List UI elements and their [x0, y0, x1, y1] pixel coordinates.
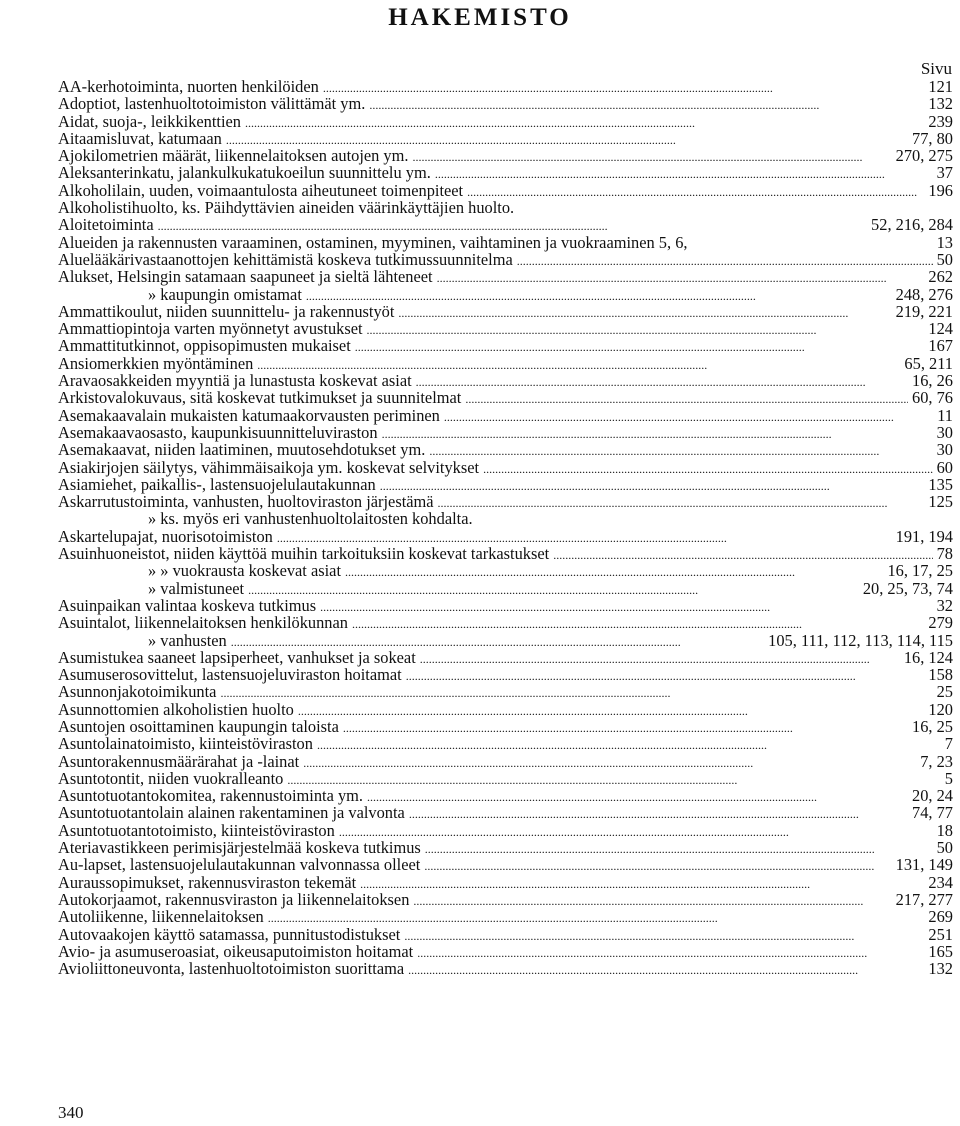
entry-pages: 262 — [928, 267, 953, 287]
entry-pages: 196 — [928, 180, 953, 200]
entry-text: » vanhusten — [148, 630, 227, 650]
entry-text: Alkoholistihuolto, ks. Päihdyttävien aineiden väärinkäyttäjien huolto. — [58, 198, 515, 218]
entry-text: Asiamiehet, paikallis-, lastensuojelulautakunnan — [58, 474, 376, 494]
index-entry — [58, 424, 953, 441]
entry-pages: 5 — [944, 768, 953, 788]
entry-text: Ammattitutkinnot, oppisopimusten mukaiset — [58, 336, 351, 356]
entry-pages: 37 — [936, 163, 953, 183]
index-entry — [58, 580, 953, 597]
entry-text: » kaupungin omistamat — [148, 284, 302, 304]
entry-text: Asumistukea saaneet lapsiperheet, vanhukset ja sokeat — [58, 647, 416, 667]
entry-pages: 234 — [928, 872, 953, 892]
entry-pages: 11 — [937, 405, 953, 425]
entry-pages: 132 — [928, 959, 953, 979]
entry-pages: 279 — [928, 613, 953, 633]
index-entry — [58, 562, 953, 579]
index-entry — [58, 943, 953, 960]
leader-dots — [467, 182, 924, 201]
entry-pages: 50 — [936, 249, 953, 269]
index-entry — [58, 597, 953, 614]
entry-pages: 60, 76 — [912, 388, 953, 408]
entry-text: » valmistuneet — [148, 578, 245, 598]
entry-text: Asuntojen osoittaminen kaupungin taloista — [58, 716, 339, 736]
entry-pages: 248, 276 — [895, 284, 953, 304]
entry-text: Ateriavastikkeen perimisjärjestelmää koskeva tutkimus — [58, 838, 421, 858]
entry-text: Autovaakojen käyttö satamassa, punnitustodistukset — [58, 924, 401, 944]
entry-text: Alkoholilain, uuden, voimaantulosta aiheutuneet toimenpiteet — [58, 180, 464, 200]
index-entry — [58, 459, 953, 476]
index-entry — [58, 147, 953, 164]
index-entry — [58, 130, 953, 147]
index-entry — [58, 268, 953, 285]
entry-pages: 16, 26 — [912, 371, 953, 391]
page-title: HAKEMISTO — [388, 4, 572, 31]
entry-text: Asuntotuotantokomitea, rakennustoiminta ym. — [58, 786, 364, 806]
entry-pages: 25 — [936, 682, 953, 702]
index-entry — [58, 891, 953, 908]
entry-pages: 132 — [928, 94, 953, 114]
entry-text: Asumuserosovittelut, lastensuojeluviraston hoitamat — [58, 665, 402, 685]
entry-text: Asiakirjojen säilytys, vähimmäisaikoja ym. koskevat selvitykset — [58, 457, 480, 477]
index-entry — [58, 303, 953, 320]
page-number: 340 — [58, 1103, 84, 1122]
entry-text: Aleksanterinkatu, jalankulkukatukoeilun suunnittelu ym. — [58, 163, 431, 183]
index-entry — [58, 78, 953, 95]
leader-dots — [408, 960, 924, 979]
entry-pages: 251 — [928, 924, 953, 944]
entry-pages: 167 — [928, 336, 953, 356]
entry-pages: 105, 111, 112, 113, 114, 115 — [768, 630, 953, 650]
entry-pages: 269 — [928, 907, 953, 927]
index-entry — [58, 908, 953, 925]
index-entry — [58, 770, 953, 787]
entry-text: Asuinpaikan valintaa koskeva tutkimus — [58, 595, 317, 615]
entry-text: AA-kerhotoiminta, nuorten henkilöiden — [58, 77, 319, 96]
entry-pages: 125 — [928, 492, 953, 512]
index-entry — [58, 960, 953, 977]
entry-text: Ajokilometrien määrät, liikennelaitoksen autojen ym. — [58, 146, 409, 166]
index-entry — [58, 804, 953, 821]
entry-pages: 165 — [928, 941, 953, 961]
entry-pages: 60 — [936, 457, 953, 477]
entry-text: Ansiomerkkien myöntäminen — [58, 353, 254, 373]
index-entry — [58, 441, 953, 458]
index-entry — [58, 649, 953, 666]
index-entry — [58, 372, 953, 389]
entry-text: Askartelupajat, nuorisotoimiston — [58, 526, 273, 546]
entry-text: Alueiden ja rakennusten varaaminen, ostaminen, myyminen, vaihtaminen ja vuokraaminen 5, 6, — [58, 232, 688, 252]
entry-pages: 191, 194 — [895, 526, 953, 546]
entry-pages: 7, 23 — [920, 751, 953, 771]
entry-pages: 18 — [936, 820, 953, 840]
index-entry — [58, 493, 953, 510]
index-entry — [58, 718, 953, 735]
index-entry — [58, 753, 953, 770]
entry-pages: 217, 277 — [895, 889, 953, 909]
entry-pages: 77, 80 — [912, 128, 953, 148]
entry-text: Aidat, suoja-, leikkikenttien — [58, 111, 241, 131]
entry-text: Asuntotuotantolain alainen rakentaminen ja valvonta — [58, 803, 405, 823]
entry-text: Asunnottomien alkoholistien huolto — [58, 699, 294, 719]
entry-pages: 74, 77 — [912, 803, 953, 823]
entry-pages: 20, 25, 73, 74 — [862, 578, 953, 598]
index-entry — [58, 216, 953, 233]
index-entry — [58, 407, 953, 424]
index-entry — [58, 787, 953, 804]
entry-text: Aloitetoiminta — [58, 215, 154, 235]
entry-text: Asemakaavaosasto, kaupunkisuunnitteluviraston — [58, 422, 378, 442]
entry-pages: 16, 17, 25 — [887, 561, 953, 581]
entry-pages: 13 — [936, 232, 953, 252]
entry-text: Askarrutustoiminta, vanhusten, huoltoviraston järjestämä — [58, 492, 434, 512]
entry-text: » » vuokrausta koskevat asiat — [148, 561, 341, 581]
index-entry — [58, 320, 953, 337]
index-entry — [58, 182, 953, 199]
entry-pages: 120 — [928, 699, 953, 719]
entry-text: Arkistovalokuvaus, sitä koskevat tutkimukset ja suunnitelmat — [58, 388, 462, 408]
leader-dots — [438, 493, 925, 512]
index-entry — [58, 614, 953, 631]
entry-pages: 30 — [936, 440, 953, 460]
entry-text: Alukset, Helsingin satamaan saapuneet ja sieltä lähteneet — [58, 267, 433, 287]
index-entry — [58, 355, 953, 372]
index-entry — [58, 95, 953, 112]
entry-text: Autoliikenne, liikennelaitoksen — [58, 907, 264, 927]
entry-text: Ammattikoulut, niiden suunnittelu- ja rakennustyöt — [58, 301, 395, 321]
index-entry — [58, 839, 953, 856]
entry-pages: 32 — [936, 595, 953, 615]
entry-text: Aitaamisluvat, katumaan — [58, 128, 222, 148]
entry-pages: 16, 25 — [912, 716, 953, 736]
entry-text: Asuinhuoneistot, niiden käyttöä muihin tarkoituksiin koskevat tarkastukset — [58, 544, 550, 564]
page-column-header: Sivu — [920, 59, 952, 78]
index-entry — [58, 632, 953, 649]
index-entry — [58, 389, 953, 406]
entry-text: Autokorjaamot, rakennusviraston ja liikennelaitoksen — [58, 889, 410, 909]
entry-pages: 124 — [928, 319, 953, 339]
index-entry — [58, 286, 953, 303]
index-entry — [58, 199, 953, 216]
entry-text: Asuntotontit, niiden vuokralleanto — [58, 768, 284, 788]
index-entry — [58, 874, 953, 891]
entry-text: Asemakaavat, niiden laatiminen, muutosehdotukset ym. — [58, 440, 426, 460]
entry-pages: 78 — [936, 544, 953, 564]
entry-text: » ks. myös eri vanhustenhuoltolaitosten kohdalta. — [148, 509, 473, 529]
index-entry — [58, 528, 953, 545]
entry-text: Avio- ja asumuseroasiat, oikeusaputoimiston hoitamat — [58, 941, 414, 961]
entry-pages: 65, 211 — [904, 353, 953, 373]
index-entry — [58, 683, 953, 700]
entry-pages: 52, 216, 284 — [871, 215, 953, 235]
entry-text: Aluelääkärivastaanottojen kehittämistä koskeva tutkimussuunnitelma — [58, 249, 513, 269]
entry-pages: 20, 24 — [912, 786, 953, 806]
index-entry — [58, 164, 953, 181]
index-entry — [58, 701, 953, 718]
entry-text: Adoptiot, lastenhuoltotoimiston välittämät ym. — [58, 94, 366, 114]
entry-pages: 121 — [928, 77, 953, 96]
entry-pages: 131, 149 — [895, 855, 953, 875]
entry-pages: 7 — [944, 734, 953, 754]
index-entry — [58, 822, 953, 839]
index-entry — [58, 856, 953, 873]
index-list — [58, 78, 953, 977]
index-entry — [58, 926, 953, 943]
index-entry — [58, 510, 953, 527]
entry-pages: 30 — [936, 422, 953, 442]
entry-text: Asuntotuotantotoimisto, kiinteistöviraston — [58, 820, 335, 840]
entry-pages: 50 — [936, 838, 953, 858]
entry-pages: 135 — [928, 474, 953, 494]
index-entry — [58, 251, 953, 268]
entry-text: Ammattiopintoja varten myönnetyt avustukset — [58, 319, 363, 339]
entry-pages: 158 — [928, 665, 953, 685]
entry-text: Aravaosakkeiden myyntiä ja lunastusta koskevat asiat — [58, 371, 412, 391]
entry-pages: 239 — [928, 111, 953, 131]
entry-text: Au-lapset, lastensuojelulautakunnan valvonnassa olleet — [58, 855, 421, 875]
index-entry — [58, 113, 953, 130]
entry-pages: 219, 221 — [895, 301, 953, 321]
entry-text: Auraussopimukset, rakennusviraston tekemät — [58, 872, 357, 892]
entry-text: Asuntorakennusmäärärahat ja -lainat — [58, 751, 300, 771]
index-entry — [58, 735, 953, 752]
index-entry — [58, 234, 953, 251]
index-entry — [58, 337, 953, 354]
index-entry — [58, 476, 953, 493]
entry-text: Asemakaavalain mukaisten katumaakorvausten periminen — [58, 405, 440, 425]
entry-text: Asunnonjakotoimikunta — [58, 682, 217, 702]
entry-text: Asuntolainatoimisto, kiinteistöviraston — [58, 734, 313, 754]
entry-text: Avioliittoneuvonta, lastenhuoltotoimiston suorittama — [58, 959, 405, 979]
entry-pages: 16, 124 — [903, 647, 953, 667]
index-entry — [58, 545, 953, 562]
index-entry — [58, 666, 953, 683]
entry-pages: 270, 275 — [895, 146, 953, 166]
entry-text: Asuintalot, liikennelaitoksen henkilökunnan — [58, 613, 348, 633]
